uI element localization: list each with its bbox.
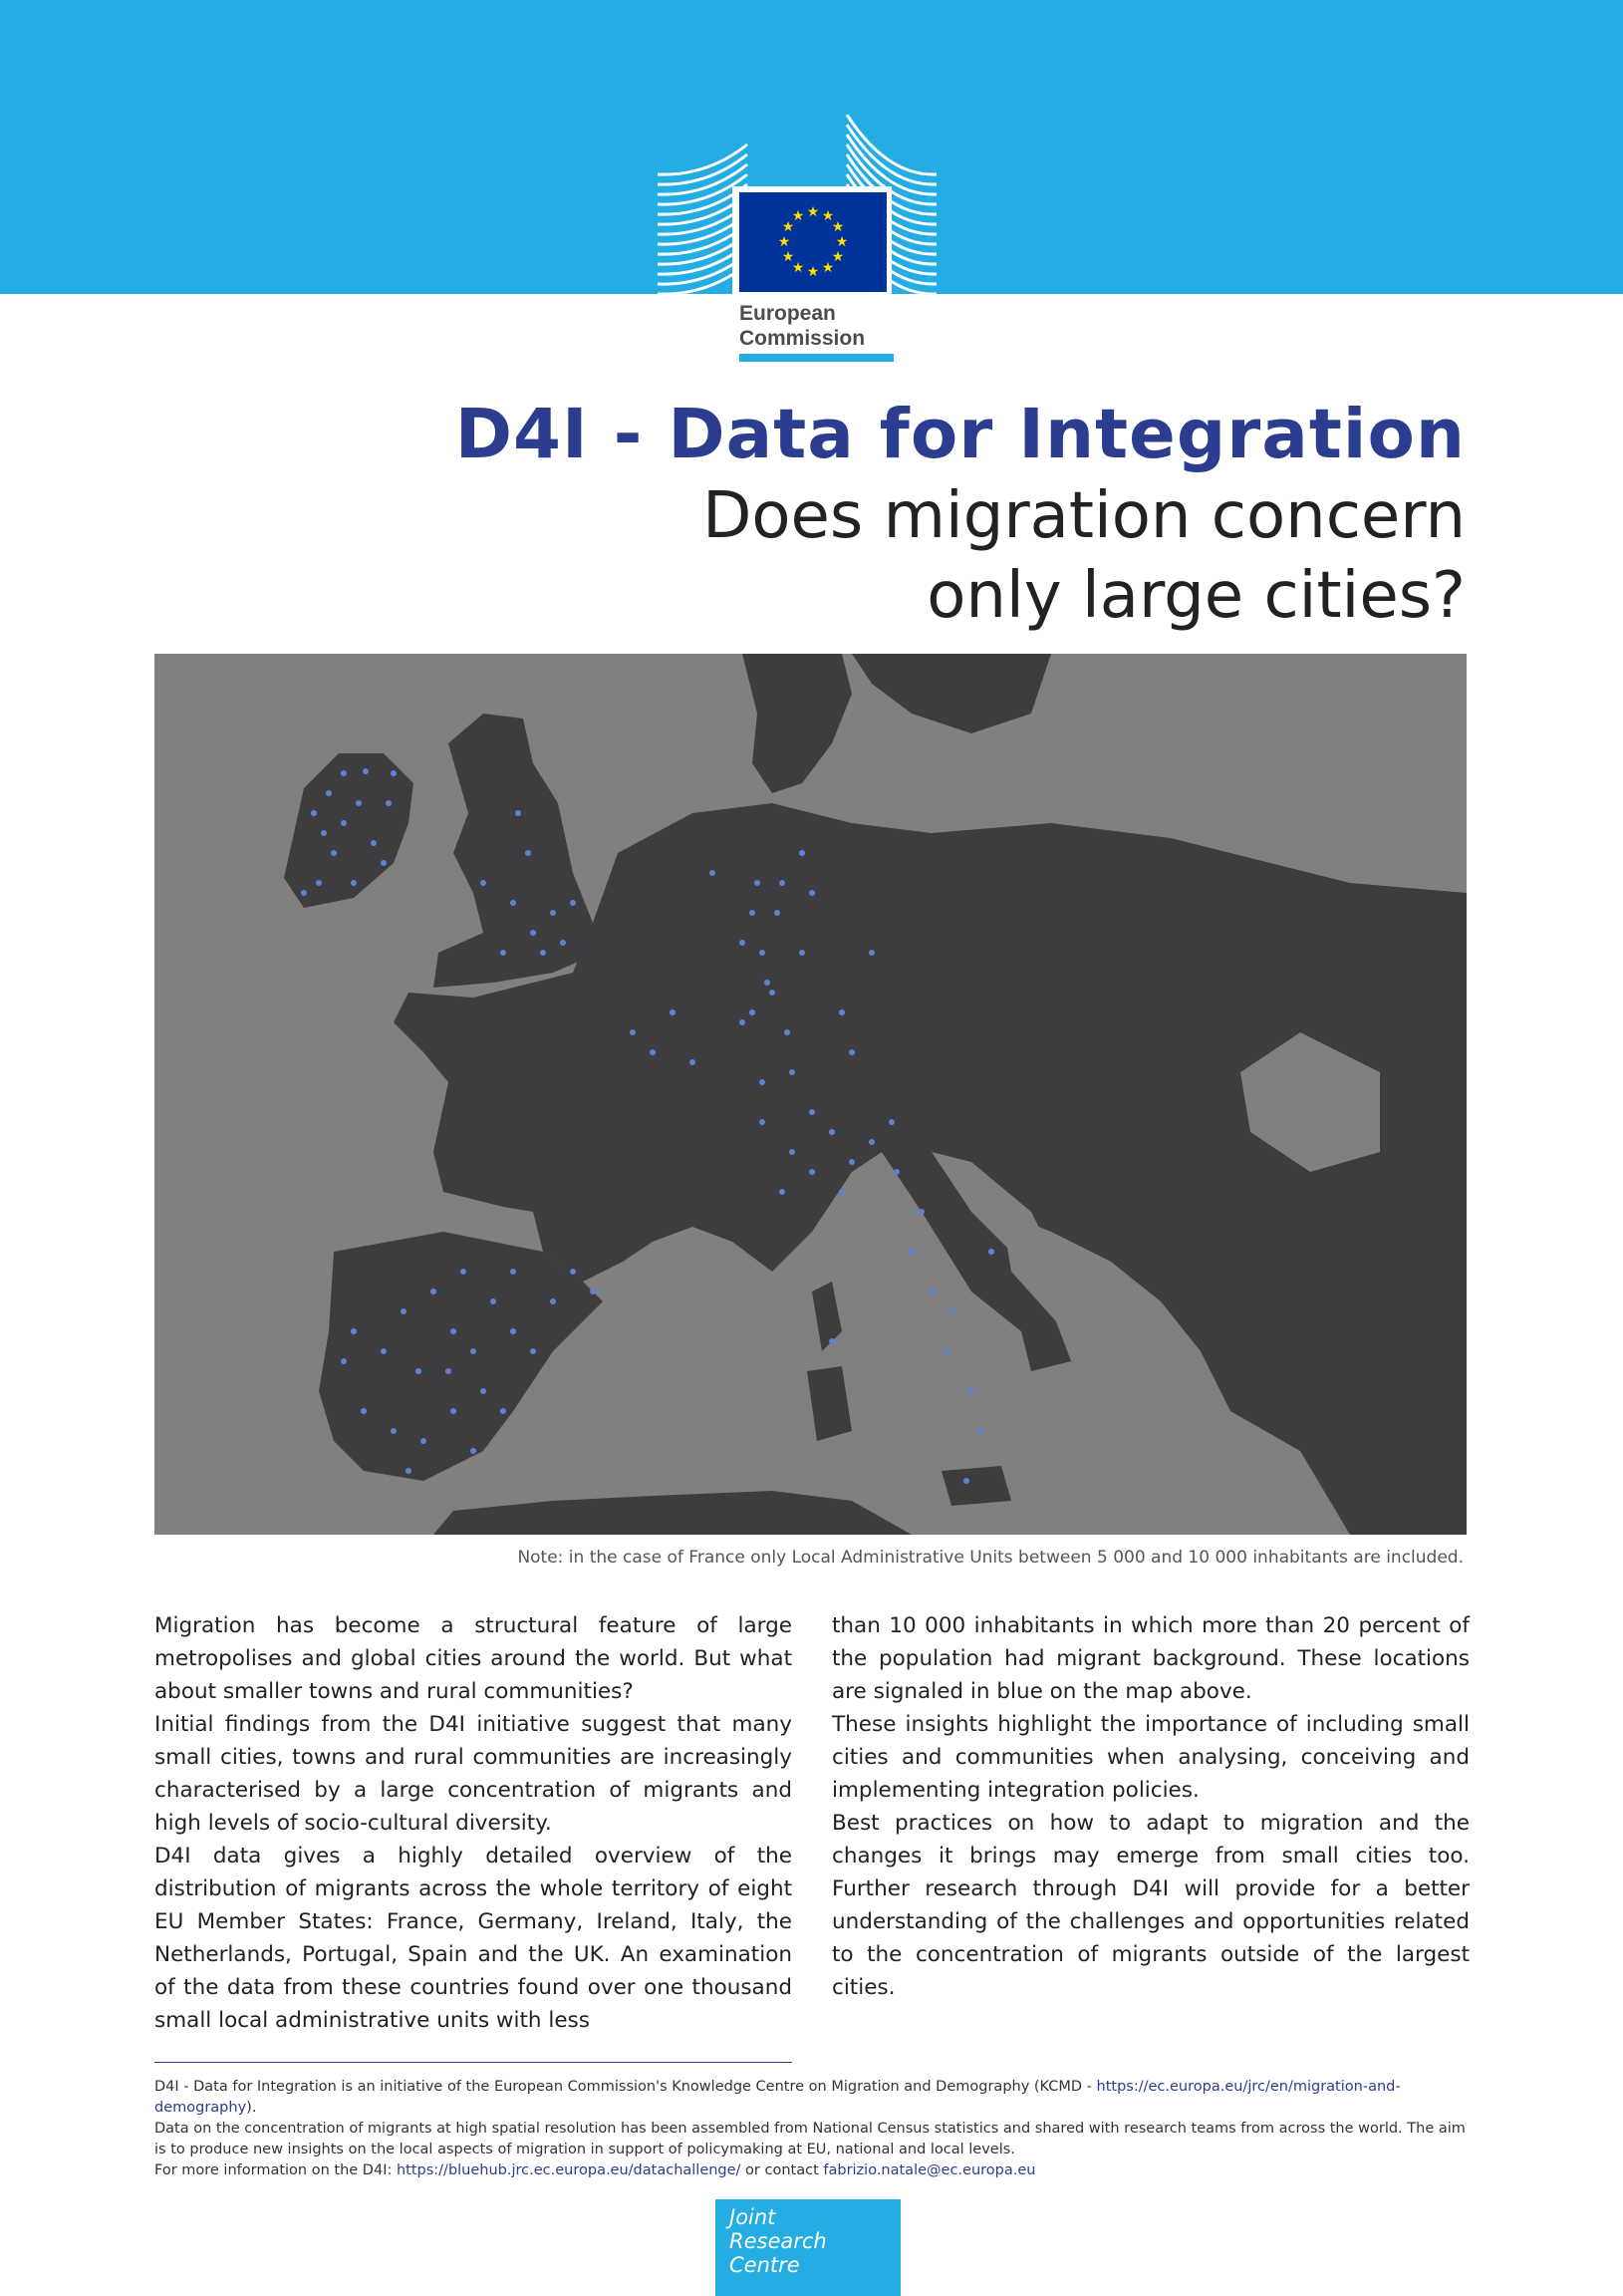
svg-text:★: ★ xyxy=(806,204,820,220)
logo-rule xyxy=(739,354,894,362)
jrc-badge xyxy=(715,2199,901,2296)
svg-text:★: ★ xyxy=(781,249,795,265)
body-paragraph-3a: D4I data gives a highly detailed overview of the distribution of migrants across the whole territory of eight EU Member States: France, Germany, Ireland, Italy, the Netherlands, Portugal, Spain and the UK. An examination of the data from these countries found over one thousand small local administrative units with less xyxy=(154,1844,792,2033)
body-column-right xyxy=(832,1609,1470,2004)
body-paragraph-1: Migration has become a structural feature of large metropolises and global cities around the world. But what about smaller towns and rural communities? xyxy=(154,1613,792,1704)
svg-text:★: ★ xyxy=(821,260,835,276)
footnote-line-2: Data on the concentration of migrants at high spatial resolution has been assembled from National Census statistics and shared with research teams from across the world. The aim is to produce new insights on the local aspects of migration in support of policymaking at EU, national and local levels. xyxy=(154,2121,1466,2157)
body-column-left xyxy=(154,1609,792,2037)
page-title: D4I - Data for Integration xyxy=(454,395,1466,474)
map-note: Note: in the case of France only Local Administrative Units between 5 000 and 10 000 inhabitants are included. xyxy=(517,1548,1464,1568)
subtitle-line-1: Does migration concern xyxy=(702,479,1466,553)
body-paragraph-2: Initial findings from the D4I initiative suggest that many small cities, towns and rural communities are increasingly characterised by a large concentration of migrants and high levels of socio-cultural diversity. xyxy=(154,1712,792,1836)
jrc-line-3: Centre xyxy=(729,2253,800,2277)
logo-line-2: Commission xyxy=(739,327,866,350)
kcmd-link[interactable]: https://ec.europa.eu/jrc/en/migration-and-demography xyxy=(154,2079,1401,2116)
logo-line-1: European xyxy=(739,302,836,325)
jrc-line-2: Research xyxy=(729,2229,827,2253)
svg-text:★: ★ xyxy=(791,208,805,224)
body-paragraph-4: These insights highlight the importance of including small cities and communities when analysing, conceiving and implementing integration policies. xyxy=(832,1712,1470,1803)
footnote-line-3-mid: or contact xyxy=(740,2162,824,2178)
map-svg xyxy=(154,654,1467,1535)
footnote-rule xyxy=(154,2062,792,2063)
body-paragraph-3b: than 10 000 inhabitants in which more than 20 percent of the population had migrant background. These locations are signaled in blue on the map above. xyxy=(832,1613,1470,1704)
body-paragraph-5: Best practices on how to adapt to migration and the changes it brings may emerge from small cities too. Further research through D4I will provide for a better understanding of the challenges and opportunities related to the concentration of migrants outside of the largest cities. xyxy=(832,1811,1470,2000)
subtitle-line-2: only large cities? xyxy=(927,559,1466,633)
svg-text:★: ★ xyxy=(835,234,849,250)
jrc-line-1: Joint xyxy=(729,2205,776,2229)
footnote xyxy=(154,2077,1470,2181)
svg-text:★: ★ xyxy=(821,208,835,224)
svg-text:★: ★ xyxy=(781,219,795,235)
logo-wordmark xyxy=(739,301,865,351)
svg-text:★: ★ xyxy=(831,249,845,265)
footnote-line-1-end: ). xyxy=(246,2100,257,2116)
europe-map xyxy=(154,654,1467,1535)
footnote-line-3-text: For more information on the D4I: xyxy=(154,2162,397,2178)
datachallenge-link[interactable]: https://bluehub.jrc.ec.europa.eu/datachallenge/ xyxy=(396,2162,741,2178)
svg-text:★: ★ xyxy=(806,264,820,280)
footnote-line-3 xyxy=(154,2160,1470,2181)
footnote-line-1 xyxy=(154,2077,1470,2119)
svg-text:★: ★ xyxy=(831,219,845,235)
svg-text:★: ★ xyxy=(791,260,805,276)
page-subtitle xyxy=(569,476,1466,636)
footnote-line-1-text: D4I - Data for Integration is an initiative of the European Commission's Knowledge Centre on Migration and Demography (KCMD - xyxy=(154,2079,1097,2095)
contact-email-link[interactable]: fabrizio.natale@ec.europa.eu xyxy=(823,2162,1036,2178)
svg-text:★: ★ xyxy=(777,234,791,250)
